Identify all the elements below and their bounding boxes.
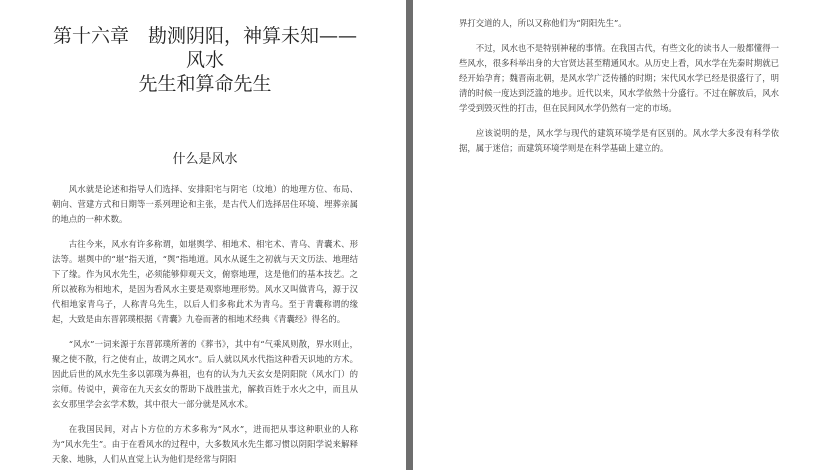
body-paragraph: 应该说明的是，风水学与现代的建筑环境学是有区别的。风水学大多没有科学依据，属于迷信；而建筑环境学则是在科学基础上建立的。 xyxy=(459,128,779,153)
continued-paragraph: 界打交道的人，所以又称他们为“阴阳先生”。 xyxy=(459,18,627,28)
body-paragraph: 古往今来，风水有许多称谓，如堪舆学、相地术、相宅术、青乌、青囊术、形法等。堪舆中的“堪”指天道，“舆”指地道。风水从诞生之初就与天文历法、地理结下了缘。作为风水先生，必须能够仰观天文，俯察地理，这是他们的基本技艺。之所以被称为相地术，是因为看风水主要是观察地理形势。风水又叫做青乌，源于汉代相地家青乌子，人称青乌先生，以后人们多称此术为青乌。至于青囊称谓的缘起，大致是由东晋郭璞根据《青囊》九卷而著的相地术经典《青囊经》得名的。 xyxy=(52,239,358,324)
body-paragraph: “风水”一词来源于东晋郭璞所著的《葬书》，其中有“气乘风则散，界水则止，聚之使不散，行之使有止，故谓之风水”。后人就以风水代指这种看天识地的方术。因此后世的风水先生多以郭璞为鼻祖，也有的认为九天玄女是阴阳院（风水门）的宗师。传说中，黄帝在九天玄女的帮助下战胜蚩尤，解救百姓于水火之中，而且从玄女那里学会玄学术数，其中很大一部分就是风水术。 xyxy=(52,339,358,409)
chapter-title-line-1: 第十六章 勘测阴阳，神算未知——风水 xyxy=(52,25,357,71)
body-paragraph: 不过，风水也不是特别神秘的事情。在我国古代，有些文化的读书人一般都懂得一些风水，很多科举出身的大官贤达甚至精通风水。从历史上看，风水学在先秦时期就已经开始孕育；魏晋南北朝，是风水学广泛传播的时期；宋代风水学已经是很盛行了，明清的时候一度达到泛滥的地步。近代以来，风水学依然十分盛行。不过在解放后，风水学受到毁灭性的打击，但在民间风水学仍然有一定的市场。 xyxy=(459,43,779,113)
section-title: 什么是风水 xyxy=(172,152,238,167)
chapter-title-line-2: 先生和算命先生 xyxy=(138,73,272,95)
chapter-title xyxy=(52,24,358,96)
left-page xyxy=(0,0,406,470)
page-divider xyxy=(406,0,413,470)
body-paragraph: 风水就是论述和指导人们选择、安排阳宅与阴宅（坟地）的地理方位、布局、朝向、营建方式和日期等一系列理论和主张，是古代人们选择居住环境、埋葬亲属的地点的一种术数。 xyxy=(52,184,358,224)
body-paragraph: 在我国民间，对占卜方位的方术多称为“风水”，进而把从事这种职业的人称为“风水先生”。由于在看风水的过程中，大多数风水先生都习惯以阴阳学说来解释天象、地脉，人们从直觉上认为他们是经常与阴阳 xyxy=(52,424,358,464)
right-page xyxy=(413,0,819,470)
